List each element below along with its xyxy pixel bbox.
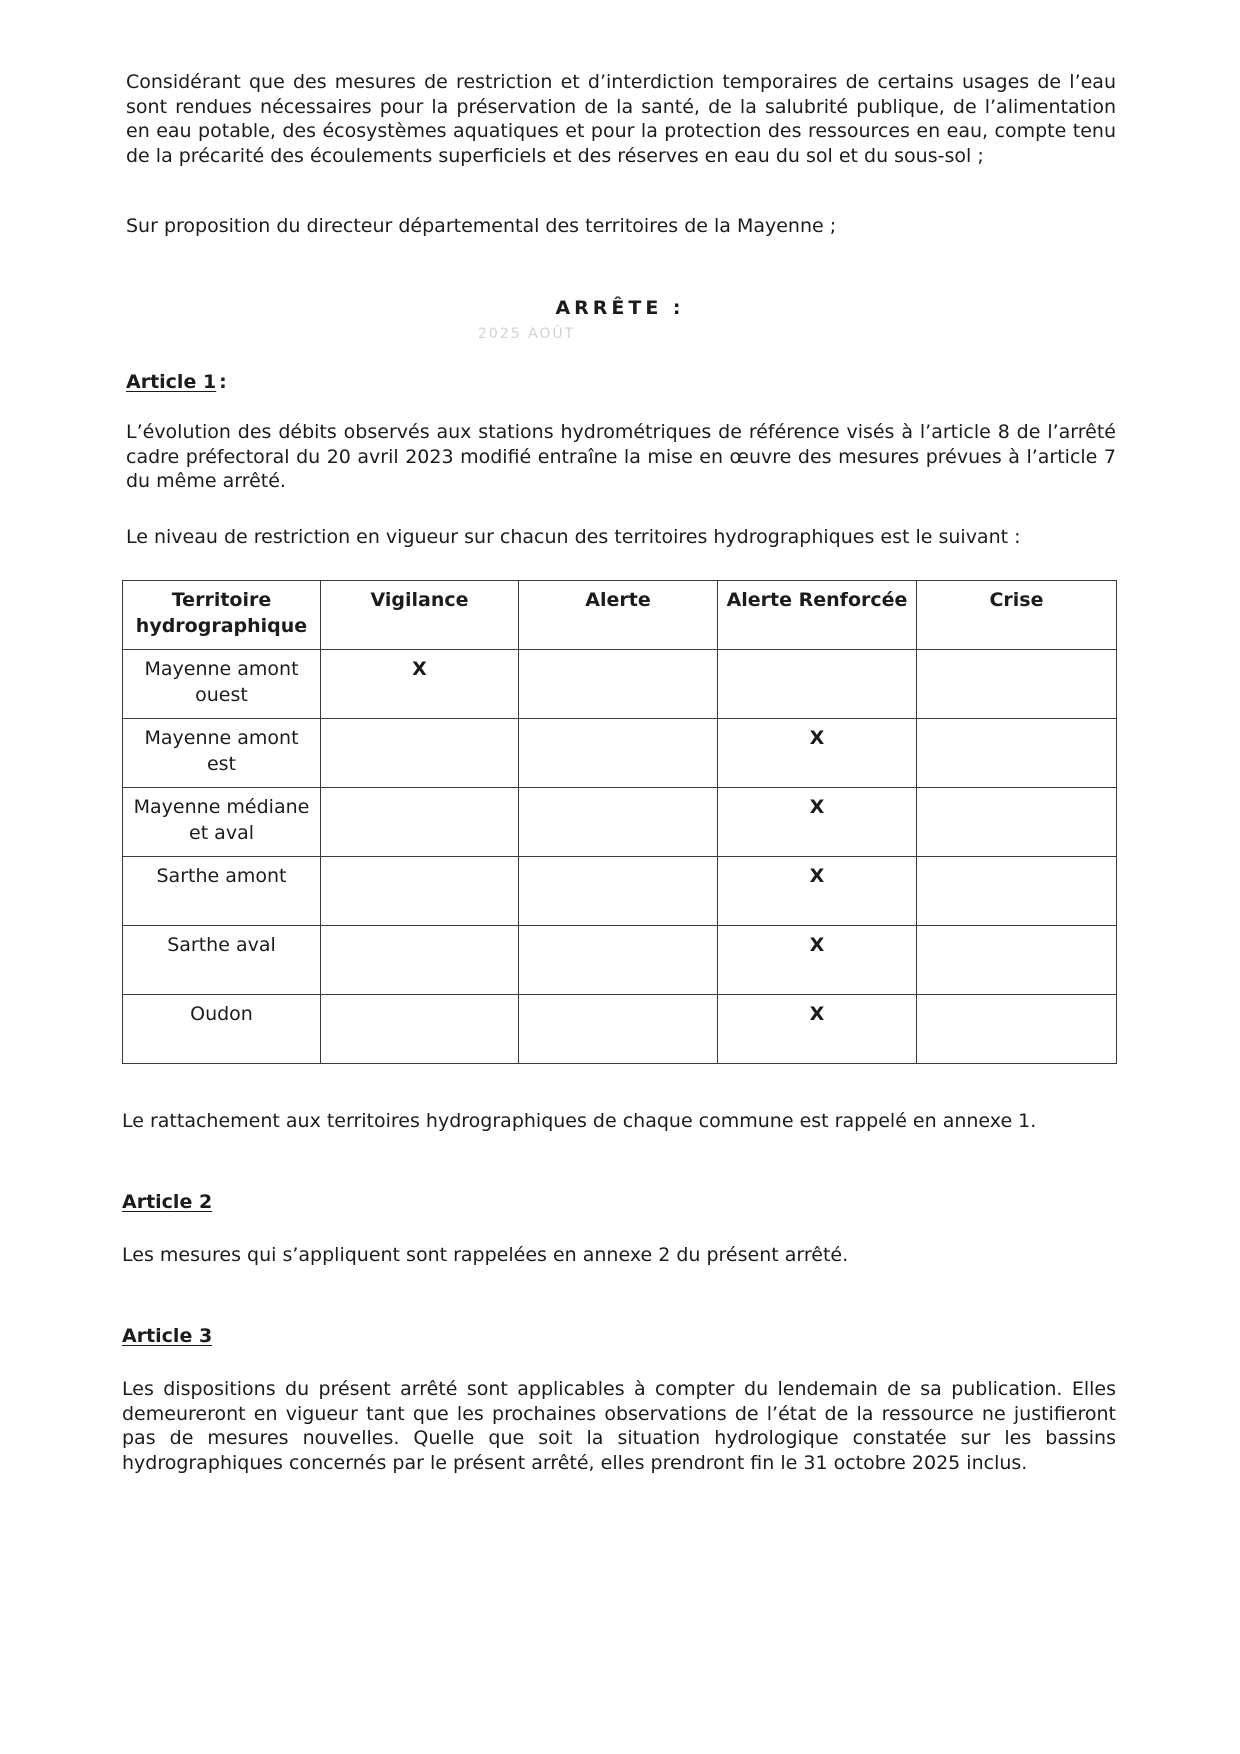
- territoire-cell: Mayenne amont ouest: [123, 650, 321, 719]
- table-row: [123, 719, 1117, 788]
- article-1-paragraph-2: Le niveau de restriction en vigueur sur chacun des territoires hydrographiques est le suivant :: [126, 526, 1021, 548]
- header-crise: Crise: [917, 581, 1117, 650]
- territoire-cell: Mayenne amont est: [123, 719, 321, 788]
- table-row: [123, 857, 1117, 926]
- level-cell-alerte: [519, 650, 718, 719]
- article-3-paragraph: Les dispositions du présent arrêté sont applicables à compter du lendemain de sa publication. Elles demeureront en vigueur tant que les prochaines observations de l’état de la ressource ne justifieront pas de mesures nouvelles. Quelle que soit la situation hydrologique constatée sur les bassins hydrographiques concernés par le présent arrêté, elles prendront fin le 31 octobre 2025 inclus.: [122, 1378, 1116, 1474]
- level-cell-alerte-renforcee: X: [718, 719, 917, 788]
- table-row: [123, 788, 1117, 857]
- level-cell-crise: [917, 650, 1117, 719]
- header-territoire: Territoire hydrographique: [123, 581, 321, 650]
- article-1-heading-colon: :: [219, 371, 227, 393]
- level-cell-alerte-renforcee: X: [718, 995, 917, 1064]
- restriction-levels-body: [123, 581, 1117, 1064]
- level-cell-crise: [917, 788, 1117, 857]
- article-1-paragraph-1: L’évolution des débits observés aux stations hydrométriques de référence visés à l’article 8 de l’arrêté cadre préfectoral du 20 avril 2023 modifié entraîne la mise en œuvre des mesures prévues à l’article 7 du même arrêté.: [126, 421, 1116, 492]
- territoire-cell: Sarthe aval: [123, 926, 321, 995]
- table-header-row: [123, 581, 1117, 650]
- proposition-paragraph: Sur proposition du directeur départemental des territoires de la Mayenne ;: [126, 215, 837, 237]
- arrete-title: ARRÊTE :: [555, 297, 685, 319]
- territoire-cell: Sarthe amont: [123, 857, 321, 926]
- article-2-paragraph: Les mesures qui s’appliquent sont rappelées en annexe 2 du présent arrêté.: [122, 1244, 849, 1266]
- level-cell-vigilance: [321, 719, 519, 788]
- territoire-cell: Oudon: [123, 995, 321, 1064]
- level-cell-vigilance: [321, 926, 519, 995]
- article-2-heading: Article 2: [122, 1191, 213, 1213]
- level-cell-crise: [917, 995, 1117, 1064]
- level-cell-alerte: [519, 995, 718, 1064]
- table-row: [123, 650, 1117, 719]
- table-row: [123, 926, 1117, 995]
- level-cell-alerte: [519, 926, 718, 995]
- level-cell-crise: [917, 926, 1117, 995]
- header-vigilance: Vigilance: [321, 581, 519, 650]
- level-cell-alerte: [519, 857, 718, 926]
- table-row: [123, 995, 1117, 1064]
- header-alerte-renforcee: Alerte Renforcée: [718, 581, 917, 650]
- level-cell-vigilance: [321, 995, 519, 1064]
- article-1-paragraph-3: Le rattachement aux territoires hydrographiques de chaque commune est rappelé en annexe 1.: [122, 1110, 1037, 1132]
- article-3-heading: Article 3: [122, 1325, 213, 1347]
- considerant-paragraph: Considérant que des mesures de restriction et d’interdiction temporaires de certains usages de l’eau sont rendues nécessaires pour la préservation de la santé, de la salubrité publique, de l’alimentation en eau potable, des écosystèmes aquatiques et pour la protection des ressources en eau, compte tenu de la précarité des écoulements superficiels et des réserves en eau du sol et du sous-sol ;: [126, 71, 1116, 167]
- level-cell-alerte-renforcee: [718, 650, 917, 719]
- article-1-heading: [126, 370, 227, 395]
- level-cell-vigilance: X: [321, 650, 519, 719]
- level-cell-vigilance: [321, 857, 519, 926]
- level-cell-crise: [917, 719, 1117, 788]
- restriction-levels-table: [122, 580, 1117, 1064]
- level-cell-alerte: [519, 788, 718, 857]
- level-cell-alerte: [519, 719, 718, 788]
- level-cell-crise: [917, 857, 1117, 926]
- level-cell-alerte-renforcee: X: [718, 926, 917, 995]
- level-cell-alerte-renforcee: X: [718, 857, 917, 926]
- territoire-cell: Mayenne médiane et aval: [123, 788, 321, 857]
- level-cell-vigilance: [321, 788, 519, 857]
- level-cell-alerte-renforcee: X: [718, 788, 917, 857]
- header-alerte: Alerte: [519, 581, 718, 650]
- faint-stamp: 2025 AOÛT: [478, 326, 576, 342]
- article-1-heading-text: Article 1: [126, 371, 217, 393]
